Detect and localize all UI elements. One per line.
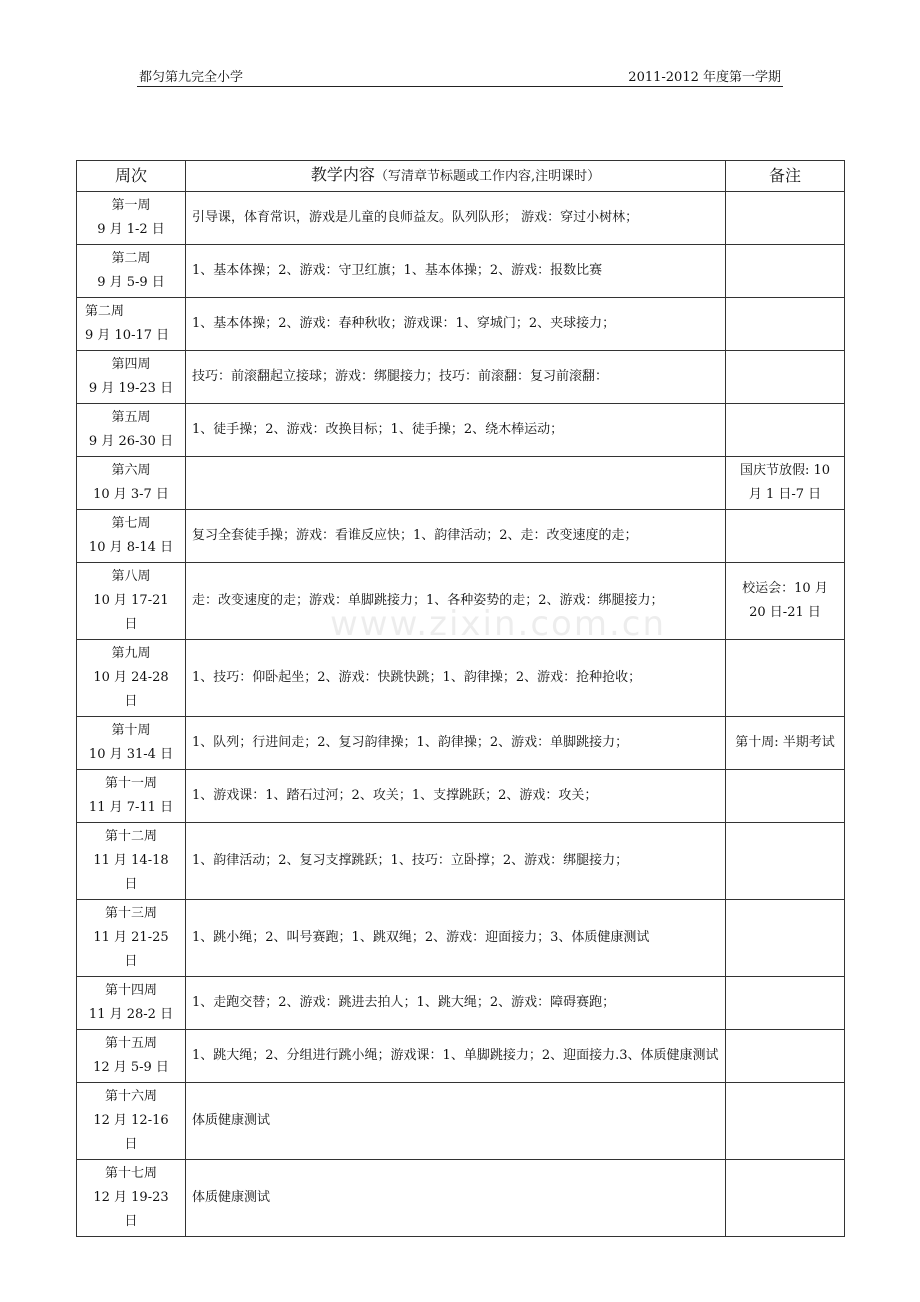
remark-cell (726, 298, 845, 351)
week-date-tail: 日 (124, 1214, 138, 1229)
week-date: 10 月 8-14 日 (88, 540, 174, 555)
content-cell: 1、跳大绳；2、分组进行跳小绳；游戏课：1、单脚跳接力；2、迎面接力.3、体质健康测试 (186, 1030, 726, 1083)
watermark: www.zixin.com.cn (330, 604, 666, 644)
week-label: 第十五周 (104, 1036, 157, 1051)
week-date: 11 月 14-18 (93, 853, 169, 868)
week-label: 第一周 (111, 198, 151, 213)
week-date: 11 月 21-25 (93, 930, 169, 945)
week-label: 第二周 (85, 304, 125, 319)
week-cell (77, 298, 186, 351)
content-cell: 走：改变速度的走；游戏：单脚跳接力；1、各种姿势的走；2、游戏：绑腿接力； (186, 563, 726, 640)
content-cell (186, 457, 726, 510)
week-cell (77, 245, 186, 298)
table-row (77, 510, 845, 563)
remark-cell (726, 1160, 845, 1237)
table-row (77, 640, 845, 717)
header-content (186, 161, 726, 192)
table-row (77, 245, 845, 298)
week-date: 10 月 3-7 日 (93, 487, 169, 502)
content-cell: 体质健康测试 (186, 1083, 726, 1160)
table-row (77, 770, 845, 823)
remark-cell (726, 823, 845, 900)
table-row (77, 404, 845, 457)
remark-cell (726, 1030, 845, 1083)
schedule-table (76, 160, 845, 1237)
table-row (77, 1030, 845, 1083)
week-date-tail: 日 (124, 1137, 138, 1152)
week-date: 10 月 17-21 (93, 593, 169, 608)
week-label: 第八周 (111, 569, 151, 584)
week-label: 第十三周 (104, 906, 157, 921)
week-label: 第十二周 (104, 829, 157, 844)
remark-cell (726, 404, 845, 457)
remark-cell (726, 351, 845, 404)
week-date-tail: 日 (124, 694, 138, 709)
week-label: 第二周 (111, 251, 151, 266)
week-cell (77, 457, 186, 510)
table-header-row (77, 161, 845, 192)
week-cell (77, 1160, 186, 1237)
week-label: 第四周 (111, 357, 151, 372)
week-date: 9 月 1-2 日 (97, 222, 165, 237)
remark-cell (726, 192, 845, 245)
week-date: 10 月 31-4 日 (88, 747, 174, 762)
content-cell: 1、基本体操；2、游戏：春种秋收；游戏课：1、穿城门；2、夹球接力； (186, 298, 726, 351)
header-content-title: 教学内容 (310, 165, 375, 184)
week-date: 11 月 7-11 日 (88, 800, 174, 815)
content-cell: 1、游戏课：1、踏石过河；2、攻关；1、支撑跳跃；2、游戏：攻关； (186, 770, 726, 823)
remark-cell (726, 900, 845, 977)
week-label: 第六周 (111, 463, 151, 478)
table-row (77, 457, 845, 510)
week-cell (77, 192, 186, 245)
table-row (77, 1083, 845, 1160)
week-date: 9 月 26-30 日 (88, 434, 174, 449)
content-cell: 引导课，体育常识，游戏是儿童的良师益友。队列队形； 游戏：穿过小树林； (186, 192, 726, 245)
header-week: 周次 (77, 161, 186, 192)
table-row (77, 900, 845, 977)
week-label: 第十七周 (104, 1166, 157, 1181)
week-label: 第七周 (111, 516, 151, 531)
table-row (77, 563, 845, 640)
content-cell: 1、队列；行进间走；2、复习韵律操；1、韵律操；2、游戏：单脚跳接力； (186, 717, 726, 770)
table-row (77, 977, 845, 1030)
week-cell (77, 510, 186, 563)
week-date: 11 月 28-2 日 (88, 1007, 174, 1022)
content-cell: 1、基本体操；2、游戏：守卫红旗；1、基本体操；2、游戏：报数比赛 (186, 245, 726, 298)
week-date: 12 月 19-23 (93, 1190, 169, 1205)
week-cell (77, 900, 186, 977)
remark-cell: 校运会：10 月 20 日-21 日 (726, 563, 845, 640)
week-label: 第九周 (111, 646, 151, 661)
week-label: 第十四周 (104, 983, 157, 998)
remark-cell (726, 510, 845, 563)
content-cell: 1、跳小绳；2、叫号赛跑；1、跳双绳；2、游戏：迎面接力；3、体质健康测试 (186, 900, 726, 977)
week-cell (77, 1083, 186, 1160)
week-date: 10 月 24-28 (93, 670, 169, 685)
week-label: 第十周 (111, 723, 151, 738)
week-cell (77, 977, 186, 1030)
content-cell: 1、走跑交替；2、游戏：跳进去拍人；1、跳大绳；2、游戏：障碍赛跑； (186, 977, 726, 1030)
term-label: 2011-2012 年度第一学期 (628, 70, 781, 85)
remark-cell (726, 640, 845, 717)
remark-cell (726, 1083, 845, 1160)
week-label: 第五周 (111, 410, 151, 425)
remark-cell: 第十周: 半期考试 (726, 717, 845, 770)
week-cell (77, 770, 186, 823)
table-row (77, 1160, 845, 1237)
week-date: 9 月 19-23 日 (88, 381, 174, 396)
week-cell (77, 351, 186, 404)
week-date-tail: 日 (124, 954, 138, 969)
week-label: 第十六周 (104, 1089, 157, 1104)
week-date: 9 月 10-17 日 (85, 328, 170, 343)
week-cell (77, 1030, 186, 1083)
remark-cell (726, 770, 845, 823)
week-date-tail: 日 (124, 877, 138, 892)
content-cell: 复习全套徒手操；游戏：看谁反应快；1、韵律活动；2、走：改变速度的走； (186, 510, 726, 563)
content-cell: 1、徒手操；2、游戏：改换目标；1、徒手操；2、绕木棒运动； (186, 404, 726, 457)
remark-cell: 国庆节放假: 10 月 1 日-7 日 (726, 457, 845, 510)
week-label: 第十一周 (104, 776, 157, 791)
table-row (77, 351, 845, 404)
remark-cell (726, 977, 845, 1030)
page-header (137, 64, 783, 87)
table-row (77, 298, 845, 351)
week-date: 12 月 12-16 (93, 1113, 169, 1128)
content-cell: 1、技巧：仰卧起坐；2、游戏：快跳快跳；1、韵律操；2、游戏：抢种抢收； (186, 640, 726, 717)
table-row (77, 717, 845, 770)
week-date-tail: 日 (124, 617, 138, 632)
table-row (77, 192, 845, 245)
week-cell (77, 823, 186, 900)
week-cell (77, 640, 186, 717)
week-date: 9 月 5-9 日 (97, 275, 165, 290)
table-row (77, 823, 845, 900)
header-remark: 备注 (726, 161, 845, 192)
header-content-note: （写清章节标题或工作内容,注明课时） (374, 169, 601, 184)
content-cell: 体质健康测试 (186, 1160, 726, 1237)
content-cell: 技巧：前滚翻起立接球；游戏：绑腿接力；技巧：前滚翻：复习前滚翻： (186, 351, 726, 404)
week-cell (77, 717, 186, 770)
week-cell (77, 563, 186, 640)
week-date: 12 月 5-9 日 (93, 1060, 169, 1075)
school-name: 都匀第九完全小学 (139, 70, 244, 85)
content-cell: 1、韵律活动；2、复习支撑跳跃；1、技巧：立卧撑；2、游戏：绑腿接力； (186, 823, 726, 900)
week-cell (77, 404, 186, 457)
remark-cell (726, 245, 845, 298)
